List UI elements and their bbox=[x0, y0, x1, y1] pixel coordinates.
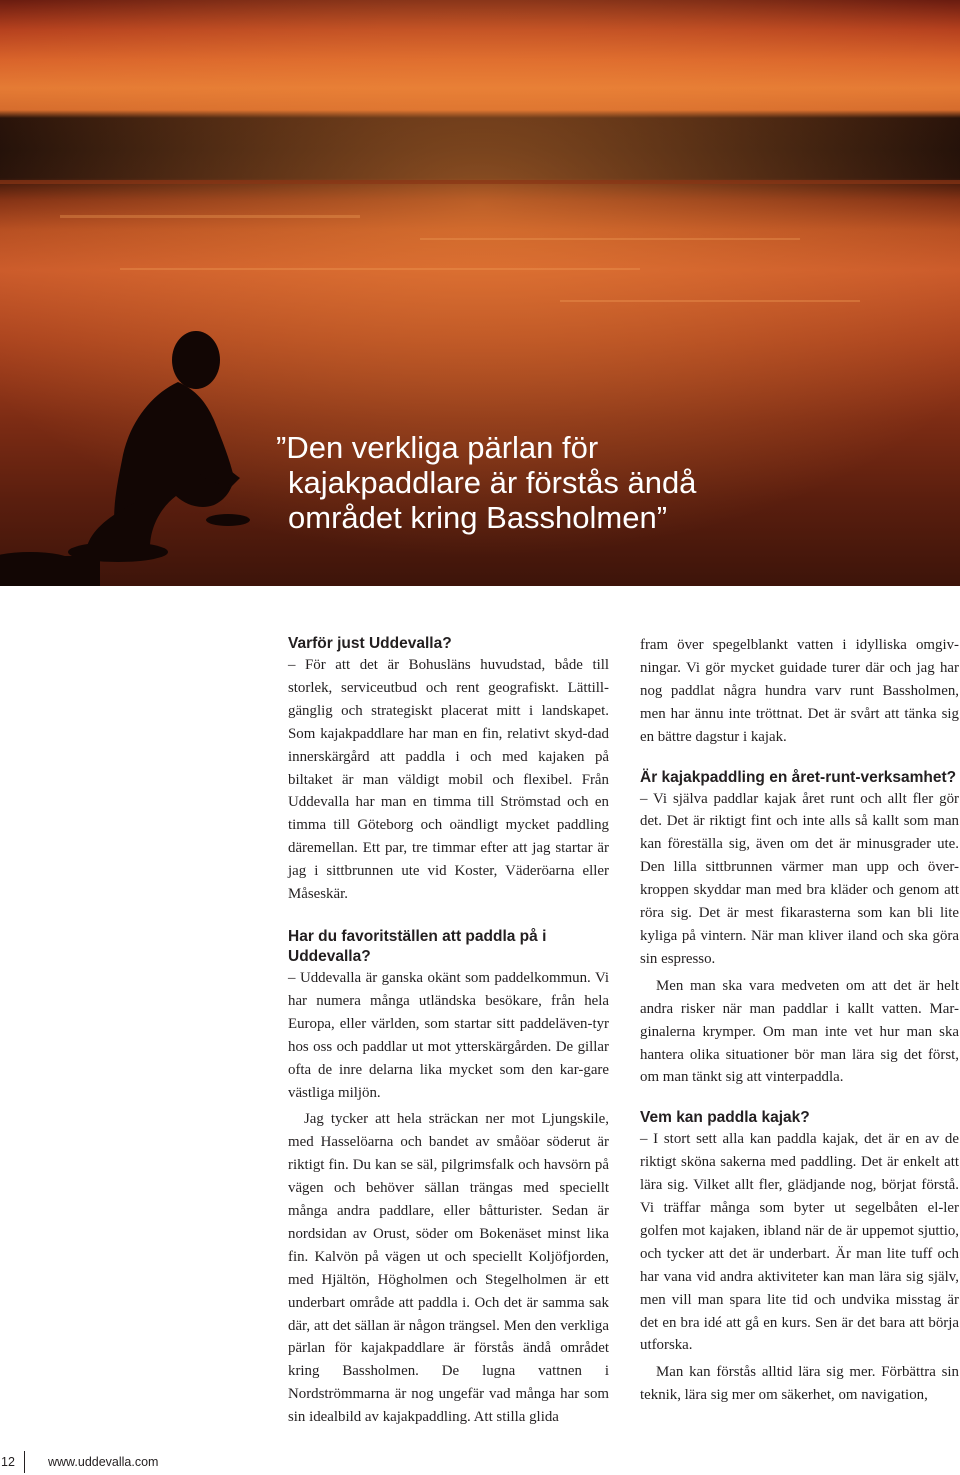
answer-paragraph: Man kan förstås alltid lära sig mer. Förbättra sin teknik, lära sig mer om säkerhet, om navigation, bbox=[640, 1364, 959, 1404]
pull-quote-line: kajakpaddlare är förstås ändå bbox=[288, 465, 697, 500]
article-column-left bbox=[288, 634, 609, 1429]
answer-paragraph: – För att det är Bohusläns huvudstad, både till storlek, serviceutbud och rent geografiskt. Lättill-gänglig och strategiskt placerat mitt i landskapet. Som kajakpaddlare har man en fin, relativt skyd-dad innerskärgård att paddla i och med kajaken på biltaket är man väldigt mobil och flexibel. Från Uddevalla har man en timma till Strömstad och en timma till Göteborg och oändligt mycket paddling däremellan. Ett par, tre timmar efter att jag startar är jag i sittbrunnen ute vid Koster, Väderöarna eller Måseskär. bbox=[288, 657, 609, 903]
pull-quote-line: ”Den verkliga pärlan för bbox=[276, 430, 599, 465]
page-number: 12 bbox=[1, 1455, 15, 1469]
question-heading: Vem kan paddla kajak? bbox=[640, 1109, 810, 1127]
question-heading: Har du favoritställen att paddla på i Uddevalla? bbox=[288, 927, 547, 965]
answer-paragraph: – Vi själva paddlar kajak året runt och allt fler gör det. Det är riktigt fint och inte alls så kallt som man kan föreställa sig, även om det är minusgrader ute. Den lilla sittbrunnen värmer man upp och över-kroppen skyddar man med bra kläder och genom att röra sig. Det är mest fikarasterna som kan bli lite kyliga på vintern. När man kliver iland och ska göra sin espresso. bbox=[640, 790, 959, 967]
answer-paragraph: – I stort sett alla kan paddla kajak, det är en av de riktigt sköna sakerna med paddling. Det är enkelt att lära sig. Vilket allt fler, glädjande nog, börjat förstå. Vi träffar många som byter ut segelbåten el-ler golfen mot kajaken, ibland när de är uppemot sjuttio, och tycker att det är underbart. Är man lite tuff och har vana vid andra aktiviteter kan man lära sig själv, men vill man spara lite tid och undvika misstag är det en bra idé att gå en kurs. Sen är det bara att börja utforska. bbox=[640, 1131, 959, 1354]
page-footer bbox=[0, 1455, 200, 1473]
footer-divider bbox=[24, 1451, 25, 1473]
pull-quote bbox=[276, 430, 848, 535]
pull-quote-line: området kring Bassholmen” bbox=[288, 500, 668, 535]
question-heading: Varför just Uddevalla? bbox=[288, 635, 452, 652]
answer-paragraph: – Uddevalla är ganska okänt som paddelkommun. Vi har numera många utländska besökare, från hela Europa, eller världen, som startar sitt paddeläven-tyr hos oss och paddlar ut mot ytterskärgården. De gillar ofta de inre delarna lika mycket som den kar-gare västliga miljön. bbox=[288, 969, 609, 1101]
article-column-right bbox=[640, 634, 959, 1407]
question-heading: Är kajakpaddling en året-runt-verksamhet? bbox=[640, 768, 957, 786]
answer-paragraph: Jag tycker att hela sträckan ner mot Ljungskile, med Hasselöarna och bandet av småöar söderut är riktigt fin. Du kan se säl, pilgrimsfalk och havsörn på vägen och behöver sällan trängas med speciellt många andra paddlare, eller båtturister. Sedan är nordsidan av Orust, söder om Bokenäset minst lika fin. Kalvön på vägen ut och speciellt Koljöfjorden, med Hjältön, Högholmen och Stegelholmen är ett underbart område att paddla i. Och det är samma sak där, att det sällan är någon trängsel. Men den verkliga pärlan för kajakpaddlare är förstås ändå området kring Bassholmen. De lugna vattnen i Nordströmmarna är nog ungefär vad många har som sin idealbild av kajakpaddling. Att stilla glida bbox=[288, 1111, 609, 1426]
website-link[interactable]: www.uddevalla.com bbox=[48, 1455, 159, 1469]
answer-paragraph: Men man ska vara medveten om att det är helt andra risker när man paddlar i kallt vatten. Mar-ginalerna krymper. Om man inte vet hur man ska hantera olika situationer bör man lära sig det först, om man tänkt sig att vinterpaddla. bbox=[640, 977, 959, 1086]
hero-photo bbox=[0, 0, 960, 586]
answer-paragraph: fram över spegelblankt vatten i idylliska omgiv-ningar. Vi gör mycket guidade turer där och jag har nog paddlat några hundra varv runt Bassholmen, men har ännu inte tröttnat. Det är svårt att tänka sig en bättre dagstur i kajak. bbox=[640, 637, 959, 745]
